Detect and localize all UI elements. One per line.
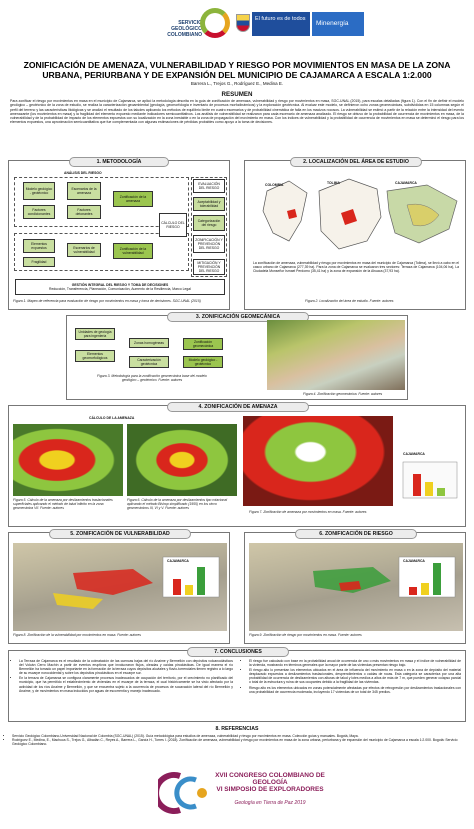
hazard-bar-alta — [413, 474, 421, 496]
zonas-homogeneas-box: Zonas homogéneas — [129, 338, 169, 348]
cajamarca-label: CAJAMARCA — [395, 181, 417, 185]
escenarios-vul-box: Escenarios de vulnerabilidad — [67, 243, 101, 257]
modelo-geologico-box: Modelo geológico - geotécnico — [23, 182, 55, 200]
coat-of-arms-icon — [236, 14, 250, 32]
header — [0, 0, 474, 58]
gestion-title: GESTIÓN INTEGRAL DEL RIESGO Y TOMA DE DECISIONES — [71, 283, 169, 287]
geomech-3d-map — [267, 320, 405, 390]
fragilidad-box: Fragilidad — [23, 257, 55, 267]
analisis-label: ANÁLISIS DEL RIESGO — [64, 171, 102, 175]
symposium-title: VI SIMPOSIO DE EXPLORADORES — [216, 786, 324, 793]
risk-chart-label: CAJAMARCA — [403, 559, 425, 563]
conclusion-item: • El riesgo alto lo presentan los elementos ubicados en el área de influencia del movimiento en masa o en la zona de depósito del material desplazado expuestos a deslizamientos traslacionales, desprendimientos o caídas de rocas. Esta categoría se caracteriza por una alta probabilidad de ocurrencia de deslizamientos con alturas de talud y lotes medios a altos de más de 7 m, que pueden generar colapso parcial o total de la estructura y ruina de sus ocupantes debido a la fragilidad de las viviendas. — [249, 668, 461, 684]
tolima-label: TOLIMA — [327, 181, 340, 185]
gestion-box — [15, 279, 225, 295]
calculo-box: CÁLCULO DEL RIESGO — [159, 213, 187, 237]
section-title-6: 6. ZONIFICACIÓN DE RIESGO — [295, 529, 417, 539]
vuln-zone-high — [73, 569, 153, 595]
congress-logo-icon — [158, 770, 208, 816]
figure9-caption: Figura 9. Zonificación de riesgo por movimientos en masa. Fuente: autores — [249, 633, 362, 637]
hazard-map-fig6 — [127, 424, 237, 496]
congress-title: XVII CONGRESO COLOMBIANO DE GEOLOGÍA — [215, 772, 325, 786]
risk-panel — [244, 532, 466, 644]
figure6-caption: Figura 6. Cálculo de la amenaza por deslizamientos tipo rotacional aplicando el método Bishop simplificado (1955) en los cinco geomecánicos III, VI y V. Fuente: autores — [127, 498, 228, 510]
reference-item: • Rodríguez E., Medina, E., Machuca S., Trejos G., Albadán C., Reyes A., Barrera L., García H., Torres I. (2018). Zonificación de amenaza, vulnerabilidad y riesgo por movimientos en masa de la zona urbana, periurbana y de expansión del municipio de Cajamarca a escala 1:2.000. Bogotá: Servicio Geológico Colombiano. — [12, 738, 462, 746]
vuln-bar-media — [185, 585, 193, 595]
figure3-caption: Figura 3. Metodología para la zonificación geomecánica base del modelo geológico – geotécnico. Fuente: autores — [97, 374, 207, 382]
elementos-box: Elementos expuestos — [23, 239, 55, 253]
zonif-prev-box: ZONIFICACIÓN Y PREVENCIÓN DEL RIESGO — [193, 235, 225, 253]
figure1-caption: Figura 1. Mapeo de referencia para evaluación de riesgo por movimientos en masa y toma de decisiones. SGC-UNAL (2015) — [13, 299, 201, 303]
hazard-map-fig7 — [243, 416, 393, 506]
mitigacion-box: MITIGACIÓN Y PREVENCIÓN DEL RIESGO — [193, 259, 225, 275]
escenarios-box: Escenarios de la amenaza — [67, 182, 101, 200]
section-title-3: 3. ZONIFICACIÓN GEOMECÁNICA — [167, 312, 309, 322]
calc-amenaza-label: CÁLCULO DE LA AMENAZA — [89, 416, 135, 420]
colombia-map — [263, 181, 307, 241]
hazard-legend-chart — [399, 458, 461, 502]
location-text: La zonificación de amenaza, vulnerabilidad y riesgo por movimientos en masa del municipio de Cajamarca (Tolima), se llevó a cabo en el casco urbano de Cajamarca (277,39 ha). Para la zona de Cajamarca se evaluaron tres sectores: Terraza de Cajamarca (104,06 ha), La Ciudadela Monseñor Ismael Perdomo (35,41 ha) y la zona de expansión de la Ahuaca (37,93 ha). — [253, 261, 459, 273]
vuln-bar-alta — [173, 579, 181, 595]
section-title-8: 8. REFERENCIAS — [215, 726, 259, 732]
ministry-badge: Minenergía — [312, 12, 364, 36]
risk-bar-bajo — [433, 563, 441, 595]
risk-bar-medio — [421, 583, 429, 595]
hazard-chart-label: CAJAMARCA — [403, 452, 425, 456]
abstract-body: Para zonificar el riesgo por movimientos en masa en el municipio de Cajamarca, se aplicó la metodología descrita en la guía de zonificación de amenaza, vulnerabilidad y riesgo por movimientos en masa, SGC-UNAL (2015), para escalas detalladas (figura 1). Con el fin de definir el modelo geológico – geotécnico de la zona de estudio, se realiza la caracterización geoambiental (geología, geomorfología e inventario de procesos morfodinámicos) y la exploración geotécnica. Al evaluar este modelo, se definieron ocho zonas geomecánicas, subdivididas en 15 columnas según el perfil del terreno y las características litológicas y se analizó el resultado de los taludes aplicando los métodos de equilibrio límite en cuatro escenarios y de probabilidad cinemática de falla en los macizos rocosos. La vulnerabilidad se estimó a partir de la relación entre la intensidad del evento amenazante (los movimientos en masa) y la fragilidad del elemento expuesto mediante indicadores semicuantitativos. Los análisis de vulnerabilidad se realizaron para cada escenario de amenaza analizado. El riesgo se obtuvo de la probabilidad de ocurrencia de movimientos en masa, de la vulnerabilidad y de la probabilidad de impacto de los elementos expuestos con su localización en la zona inestable o en la zona de propagación del movimiento en masa. Con los índices de vulnerabilidad y la probabilidad de ocurrencia de movimientos en masa se determinó el riesgo para los elementos expuestos, una aproximación semicuantitativa que fue complementada con algunas estimaciones de pérdidas probables como apoyo a la toma de decisiones. — [10, 99, 464, 125]
section-title-7: 7. CONCLUSIONES — [187, 647, 289, 657]
section-title-4: 4. ZONIFICACIÓN DE AMENAZA — [167, 402, 309, 412]
colombia-label: COLOMBIA — [265, 183, 284, 187]
sgc-name: SERVICIO GEOLÓGICO COLOMBIANO — [167, 20, 202, 38]
location-panel — [244, 160, 466, 310]
conclusions-panel — [8, 650, 466, 722]
categorizacion-box: Categorización del riesgo — [193, 215, 225, 231]
zonif-amenaza-box: Zonificación de la amenaza — [113, 191, 153, 207]
conclusions-right-list — [249, 659, 461, 694]
unidades-box: Unidades de geología para ingeniería — [75, 328, 115, 340]
methodology-panel — [8, 160, 230, 310]
congress-motto — [210, 800, 330, 806]
hazard-panel — [8, 405, 466, 527]
factores-cond-box: Factores condicionantes — [23, 205, 55, 219]
geomorfo-box: Elementos geomorfológicos — [75, 350, 115, 362]
poster-title: ZONIFICACIÓN DE AMENAZA, VULNERABILIDAD Y RIESGO POR MOVIMIENTOS EN MASA DE LA ZONA URBANA, PERIURBANA Y DE EXPANSIÓN DEL MUNICIPIO DE CAJAMARCA A ESCALA 1:2.000 — [23, 60, 451, 80]
figure4-caption: Figura 4. Zonificación geomecánica. Fuente: autores — [303, 392, 383, 396]
figure5-caption: Figura 5. Cálculo de la amenaza por deslizamientos traslacionales superficiales aplicando el método de talud infinito en la zona geomecánica VII. Fuente: autores — [13, 498, 113, 510]
congress-name — [210, 772, 330, 793]
aceptabilidad-box: Aceptabilidad y tolerabilidad — [193, 197, 225, 211]
vulnerability-overlay — [13, 543, 227, 631]
conclusion-item: • En la terraza de Cajamarca se configura claramente procesos inadecuados de ocupación del territorio, por el crecimiento no planificado del municipio, que ha permitido el establecimiento de viviendas en el escarpe de la terraza, el cual históricamente se ha visto afectado por la actividad de los ríos Anaime y Bermellón, y que se encuentra sujeto a la ocurrencia de procesos de socavación lateral del río Bermellón y Anaime, y de movimientos en masa inducidos por aguas de escorrentía y manejo inadecuado. — [19, 676, 233, 692]
hazard-bar-baja — [437, 488, 445, 496]
risk-overlay — [249, 543, 463, 631]
motto-text: Geología en Tierra de Paz — [234, 800, 294, 806]
geomech-panel — [66, 315, 408, 400]
conclusions-left-list — [19, 659, 233, 693]
footer — [0, 760, 474, 829]
evaluacion-box: EVALUACIÓN DEL RIESGO — [193, 179, 225, 193]
vuln-zone-medium — [53, 593, 103, 609]
abstract-heading: RESUMEN — [221, 91, 253, 98]
zonif-geomecanica-box: Zonificación geomecánica — [183, 338, 223, 350]
zonif-vul-box: Zonificación de la vulnerabilidad — [113, 243, 153, 259]
reference-item: • Servicio Geológico Colombiano-Universidad Nacional de Colombia (SGC-UNAL) (2015). Guía metodológica para estudios de amenaza, vulnerabilidad y riesgo por movimientos en masa. Colección guías y manuales. Bogotá, Maya. — [12, 734, 462, 738]
risk-bar-alto — [409, 587, 417, 595]
references-list — [12, 734, 462, 747]
vulnerability-panel — [8, 532, 230, 644]
futuro-badge: El futuro es de todos — [252, 12, 310, 36]
conclusion-item: • Riesgo alto es los elementos ubicados en zonas potencialmente afectadas por efectos de retrogresión por deslizamientos traslacionales con una probabilidad de ocurrencia moderada, incluyendo 17 viviendas de un total de 345 predios. — [249, 686, 461, 694]
figure2-caption: Figura 2. Localización del área de estudio. Fuente: autores — [305, 299, 394, 303]
congress-year: 2019 — [294, 800, 306, 806]
section-title-5: 5. ZONIFICACIÓN DE VULNERABILIDAD — [49, 529, 191, 539]
section-title-1: 1. METODOLOGÍA — [69, 157, 169, 167]
authors: Barrera L., Trejos G., Rodríguez E., Medina E. — [190, 81, 284, 86]
hazard-map-fig5 — [13, 424, 123, 496]
conclusion-item: • El riesgo fue calculado con base en la probabilidad anual de ocurrencia de uno o más movimientos en masa y el índice de vulnerabilidad de la vivienda, mostrando en términos generales que la mayor parte de las viviendas presentan riesgo bajo. — [249, 659, 461, 667]
vuln-bar-baja — [197, 567, 205, 595]
vuln-chart-label: CAJAMARCA — [167, 559, 189, 563]
hazard-bar-media — [425, 482, 433, 496]
factores-det-box: Factores detonantes — [67, 205, 101, 219]
figure7-caption: Figura 7. Zonificación de amenaza por movimientos en masa. Fuente: autores — [249, 510, 367, 514]
gestion-subtitle: Reducción, Transferencia, Planeación, Comunicación, Aumento de la Resiliencia, Marco Legal — [49, 287, 191, 291]
section-title-2: 2. LOCALIZACIÓN DEL ÁREA DE ESTUDIO — [290, 157, 422, 167]
sgc-logo-icon — [200, 8, 230, 38]
caracterizacion-box: Caracterización geotécnica — [129, 356, 169, 368]
modelo-box: Modelo geológico - geotécnico — [183, 356, 223, 368]
conclusion-item: • La Terraza de Cajamarca es el resultado de la colmatación de las cuencas bajas del río Anaime y Bermellón con depósitos volcanoclásticos del Volcán Cerro Machín a partir de eventos eruptivos que involucraron flujos, oleadas y caídas piroclásticas. De igual manera el río Bermellón ha tomado un papel importante en la formación de la terraza cuyos depósitos aluviales y fluvio-torrenciales tienen registro a lo largo de su escarpe noroccidental y sobre los depósitos piroclásticos en el escarpe sur. — [19, 659, 233, 675]
figure8-caption: Figura 8. Zonificación de la vulnerabilidad por movimientos en masa. Fuente: autores — [13, 633, 141, 637]
